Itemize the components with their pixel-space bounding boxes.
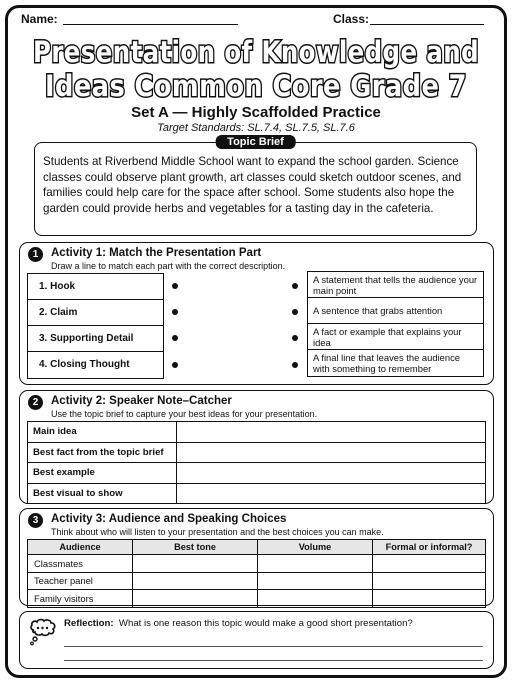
writing-line-2[interactable] (64, 660, 483, 661)
activity-1-card (19, 242, 494, 385)
description-3: A fact or example that explains your idea (308, 324, 483, 350)
answer-cell-best-fact[interactable] (177, 442, 486, 463)
match-dot-right-4[interactable] (292, 362, 298, 368)
activity-3-title: Activity 3: Audience and Speaking Choices (51, 513, 287, 525)
class-label: Class: (333, 12, 370, 26)
reflection-prompt (64, 618, 413, 629)
topic-brief-tag: Topic Brief (215, 135, 296, 149)
presentation-parts-list (27, 273, 164, 379)
title-line-1: Presentation of Knowledge and (33, 35, 479, 69)
activity-3-instructions: Think about who will listen to your presentation and the best choices you can make. (51, 527, 384, 537)
description-1: A statement that tells the audience your main point (308, 272, 483, 298)
class-field[interactable] (370, 24, 484, 25)
part-hook: 1. Hook (28, 274, 163, 300)
answer-cell[interactable] (373, 590, 486, 608)
row-label-best-fact: Best fact from the topic brief (28, 442, 177, 463)
table-row (28, 442, 486, 463)
page-title (0, 32, 512, 106)
row-label-main-idea: Main idea (28, 422, 177, 443)
audience-classmates: Classmates (28, 555, 133, 573)
answer-cell[interactable] (258, 572, 373, 590)
activity-1-number: 1 (28, 247, 43, 262)
part-claim: 2. Claim (28, 300, 163, 326)
table-row (28, 555, 486, 573)
table-row (28, 483, 486, 504)
column-header-audience: Audience (28, 540, 133, 555)
table-header-row (28, 540, 486, 555)
reflection-box (19, 611, 494, 669)
audience-teacher-panel: Teacher panel (28, 572, 133, 590)
table-row (28, 422, 486, 443)
answer-cell-best-example[interactable] (177, 463, 486, 484)
activity-1-instructions: Draw a line to match each part with the correct description. (51, 261, 286, 271)
row-label-best-example: Best example (28, 463, 177, 484)
answer-cell[interactable] (258, 590, 373, 608)
answer-cell[interactable] (258, 555, 373, 573)
answer-cell-main-idea[interactable] (177, 422, 486, 443)
name-class-row (13, 9, 499, 29)
answer-cell[interactable] (373, 555, 486, 573)
answer-cell[interactable] (133, 572, 258, 590)
activity-2-number: 2 (28, 395, 43, 410)
match-dot-right-2[interactable] (292, 309, 298, 315)
subtitle: Set A — Highly Scaffolded Practice (131, 104, 381, 121)
thought-bubble-icon (28, 618, 58, 646)
activity-3-card (19, 508, 494, 606)
match-dot-left-2[interactable] (172, 309, 178, 315)
activity-2-card (19, 390, 494, 504)
topic-brief-box (34, 136, 477, 236)
activity-3-number: 3 (28, 513, 43, 528)
match-dot-left-4[interactable] (172, 362, 178, 368)
answer-cell[interactable] (373, 572, 486, 590)
match-dot-right-3[interactable] (292, 335, 298, 341)
name-field[interactable] (63, 24, 238, 25)
table-row (28, 463, 486, 484)
column-header-tone: Best tone (133, 540, 258, 555)
title-line-2: Ideas Common Core Grade 7 (45, 69, 467, 103)
part-closing-thought: 4. Closing Thought (39, 359, 130, 370)
answer-cell-best-visual[interactable] (177, 483, 486, 504)
answer-cell[interactable] (133, 590, 258, 608)
activity-2-title: Activity 2: Speaker Note–Catcher (51, 395, 232, 407)
activity-1-title: Activity 1: Match the Presentation Part (51, 247, 262, 259)
row-label-best-visual: Best visual to show (28, 483, 177, 504)
writing-line-1[interactable] (64, 646, 483, 647)
descriptions-list (307, 271, 484, 377)
table-row (28, 572, 486, 590)
match-dot-right-1[interactable] (292, 283, 298, 289)
description-4: A final line that leaves the audience with something to remember (313, 352, 460, 374)
reflection-label: Reflection: (64, 618, 114, 629)
topic-brief-text: Students at Riverbend Middle School want to expand the school garden. Science classes could observe plant growth, art classes could sketch outdoor scenes, and families could help care for the space after school. Some students also hope the garden could provide herbs and vegetables for a tasting day in the cafeteria. (43, 155, 462, 215)
column-header-volume: Volume (258, 540, 373, 555)
part-supporting-detail: 3. Supporting Detail (28, 326, 163, 352)
description-2: A sentence that grabs attention (308, 298, 483, 324)
match-dot-left-1[interactable] (172, 283, 178, 289)
answer-cell[interactable] (133, 555, 258, 573)
note-catcher-table (27, 421, 486, 504)
audience-choices-table (27, 539, 486, 608)
match-dot-left-3[interactable] (172, 335, 178, 341)
target-standards: Target Standards: SL.7.4, SL.7.5, SL.7.6 (157, 122, 355, 134)
table-row (28, 590, 486, 608)
activity-2-instructions: Use the topic brief to capture your best ideas for your presentation. (51, 409, 318, 419)
audience-family-visitors: Family visitors (28, 590, 133, 608)
reflection-question: What is one reason this topic would make a good short presentation? (118, 618, 413, 629)
name-label: Name: (21, 12, 58, 26)
column-header-formality: Formal or informal? (373, 540, 486, 555)
